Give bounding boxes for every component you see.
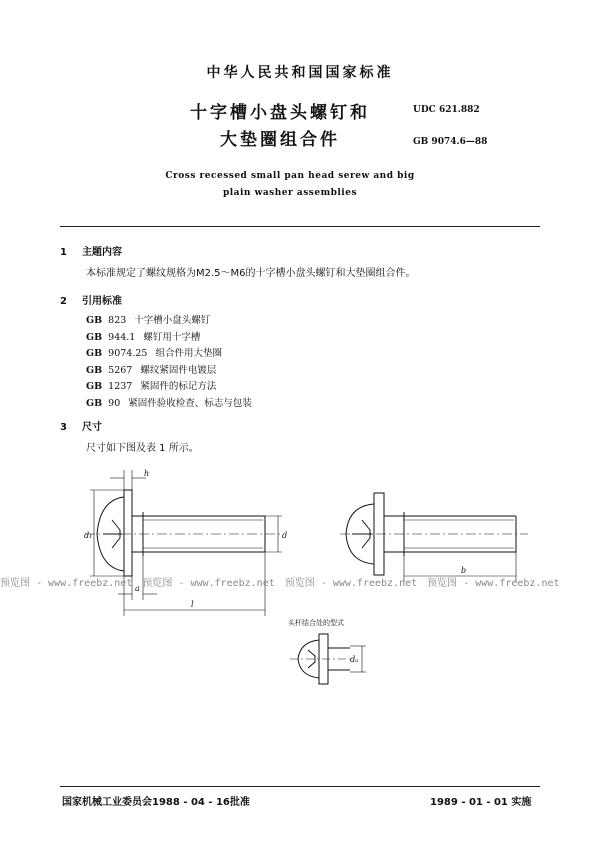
watermark-text: 预览图 - www.freebz.net	[427, 578, 560, 589]
ref-name: 紧固件的标记方法	[140, 381, 217, 392]
ref-name: 组合件用大垫圈	[155, 348, 222, 359]
gb-number: GB 9074.6—88	[413, 137, 488, 147]
ref-prefix: GB	[86, 331, 103, 343]
ref-name: 螺纹紧固件电镀层	[140, 364, 217, 376]
section-1-title: 主题内容	[82, 247, 122, 258]
issuer-title: 中华人民共和国国家标准	[206, 65, 394, 81]
ref-name: 十字槽小盘头螺钉	[134, 315, 211, 326]
ref-prefix: GB	[86, 381, 103, 392]
label-h: h	[144, 469, 150, 478]
section-1-number: 1	[60, 247, 67, 258]
watermark-text: 预览图 - www.freebz.net	[0, 578, 133, 589]
title-en-line-1: Cross recessed small pan head serew and big	[165, 171, 415, 181]
footer-divider	[60, 786, 540, 787]
ref-name: 螺钉用十字槽	[143, 331, 201, 343]
washer-section	[124, 490, 132, 576]
label-l: l	[191, 600, 194, 609]
section-2-title: 引用标准	[82, 296, 122, 307]
title-zh-line-1: 十字槽小盘头螺钉和	[190, 103, 370, 123]
label-d: d	[282, 531, 288, 540]
screw-side-view	[340, 493, 528, 582]
udc-code: UDC 621.882	[413, 105, 480, 115]
detail-caption: 头杆结合处的型式	[288, 619, 344, 627]
section-1-body: 本标准规定了螺纹规格为M2.5～M6的十字槽小盘头螺钉和大垫圈组合件。	[86, 268, 416, 279]
title-zh-line-2: 大垫圈组合件	[220, 130, 340, 150]
section-3-body: 尺寸如下图及表 1 所示。	[86, 443, 199, 454]
ref-prefix: GB	[86, 364, 103, 376]
section-2-number: 2	[60, 296, 67, 307]
watermark-text: 预览图 - www.freebz.net	[142, 578, 275, 589]
label-b: b	[461, 566, 467, 575]
title-en-line-2: plain washer assemblies	[222, 188, 358, 198]
label-a: a	[135, 584, 140, 593]
ref-prefix: GB	[86, 397, 103, 409]
section-3-number: 3	[60, 422, 67, 433]
ref-code: 944.1	[108, 331, 136, 343]
screw-front-view	[85, 470, 282, 616]
watermark-strip	[0, 574, 600, 589]
effective-date: 1989 - 01 - 01 实施	[430, 797, 532, 808]
section-3-title: 尺寸	[82, 422, 102, 433]
ref-code: 9074.25	[108, 348, 148, 359]
ref-code: 1237	[108, 381, 133, 392]
ref-code: 90	[108, 397, 121, 409]
ref-prefix: GB	[86, 315, 103, 326]
ref-code: 5267	[108, 364, 133, 376]
ref-name: 紧固件验收检查、标志与包装	[128, 397, 252, 409]
approval-note: 国家机械工业委员会1988 - 04 - 16批准	[62, 797, 250, 808]
ref-prefix: GB	[86, 348, 103, 359]
watermark-text: 预览图 - www.freebz.net	[284, 578, 418, 589]
ref-code: 823	[108, 315, 127, 326]
label-d1: d₁	[84, 531, 93, 540]
label-da: dₐ	[350, 655, 359, 664]
